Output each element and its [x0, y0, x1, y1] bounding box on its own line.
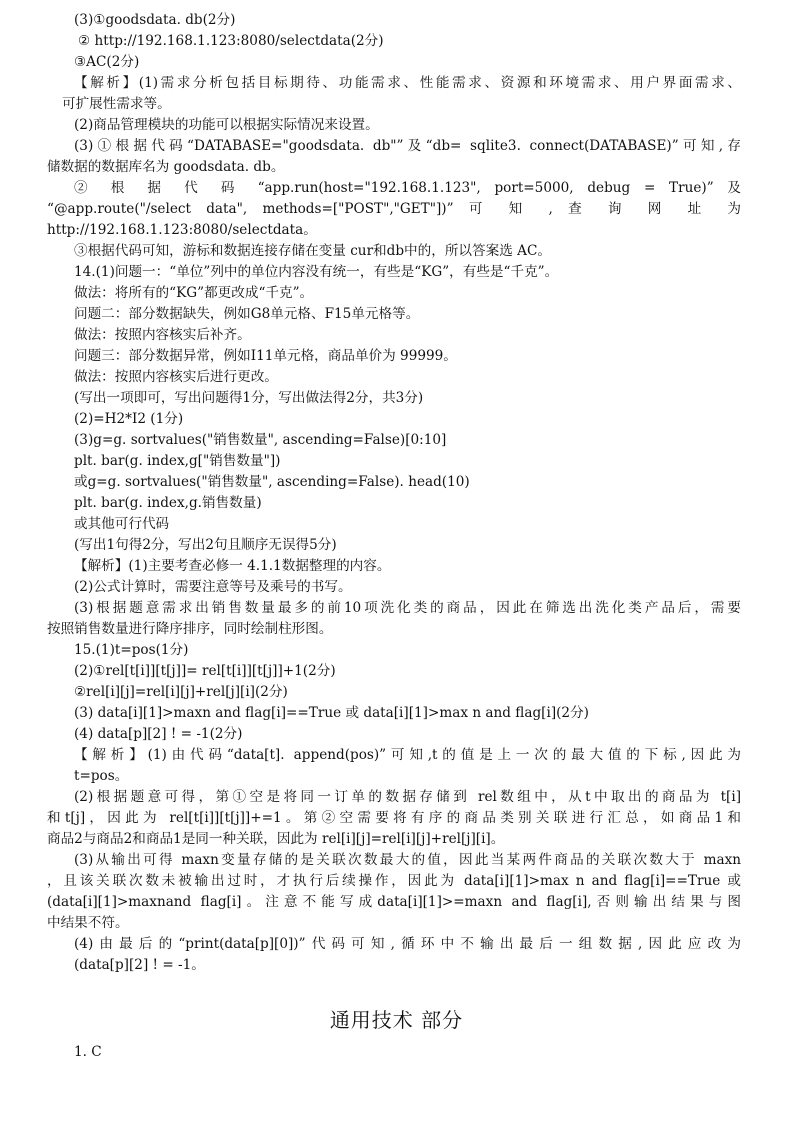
text-line	[74, 367, 793, 388]
text-line-content: (3)根据题意需求出销售数量最多的前10项洗化类的商品，因此在筛选出洗化类产品后，需要	[74, 600, 741, 616]
text-line	[74, 850, 741, 871]
text-line	[78, 31, 793, 52]
text-line-content: (data[i][1]>maxnand flag[i]。注意不能写成data[i][1]>=maxn and flag[i],否则输出结果与图	[47, 894, 741, 910]
text-line	[74, 52, 793, 73]
text-line	[74, 304, 793, 325]
text-line	[47, 808, 741, 829]
text-line	[74, 514, 793, 535]
text-line	[74, 682, 793, 703]
text-line-content: 可扩展性需求等。	[62, 96, 171, 112]
text-line	[47, 913, 793, 934]
text-line-content: 或g=g. sortvalues("销售数量", ascending=False). head(10)	[74, 474, 470, 490]
text-line-content: 做法：按照内容核实后补齐。	[74, 327, 251, 343]
text-line	[47, 871, 741, 892]
text-line-content: ，且该关联次数未被输出过时，才执行后续操作，因此为 data[i][1]>max n and flag[i]==True 或	[47, 873, 741, 889]
text-line-content: 14.(1)问题一：“单位”列中的单位内容没有统一，有些是“KG”，有些是“千克”。	[74, 264, 559, 280]
text-line	[74, 661, 793, 682]
text-line-content: ② 根 据 代 码 “app.run(host="192.168.1.123", port=5000, debug = True)” 及	[74, 180, 741, 196]
text-line	[47, 829, 793, 850]
text-line-content: (4)由最后的“print(data[p][0])”代码可知,循环中不输出最后一组数据,因此应改为	[74, 936, 741, 952]
text-line-content: (4) data[p][2] ! = -1(2分)	[74, 726, 243, 742]
text-line-content: 做法：按照内容核实后进行更改。	[74, 369, 278, 385]
text-line-content: (2)公式计算时，需要注意等号及乘号的书写。	[74, 579, 352, 595]
text-line-content: 做法：将所有的“KG”都更改成“千克”。	[74, 285, 314, 301]
text-line	[62, 94, 793, 115]
text-line-content: 或其他可行代码	[74, 516, 170, 532]
text-line-content: (写出一项即可，写出问题得1分，写出做法得2分，共3分)	[74, 390, 424, 406]
text-line	[74, 1042, 793, 1063]
text-line-content: (3)从输出可得 maxn变量存储的是关联次数最大的值，因此当某两件商品的关联次数大于 maxn	[74, 852, 741, 868]
text-line-content: 储数据的数据库名为 goodsdata. db。	[47, 159, 285, 175]
text-line-content: http://192.168.1.123:8080/selectdata。	[47, 222, 317, 238]
text-line-content: (2)=H2*I2 (1分)	[74, 411, 184, 427]
text-line	[74, 472, 793, 493]
text-line-content: 15.(1)t=pos(1分)	[74, 642, 189, 658]
text-line-content: 1. C	[74, 1044, 102, 1060]
text-line-content: (3)①根据代码“DATABASE="goodsdata. db"”及“db= sqlite3. connect(DATABASE)”可知,存	[74, 138, 741, 154]
text-line-content: (2)①rel[t[i]][t[j]]= rel[t[i]][t[j]]+1(2分)	[74, 663, 336, 679]
text-line	[74, 451, 793, 472]
text-line	[74, 703, 793, 724]
text-line	[74, 262, 793, 283]
text-line-content: t=pos。	[74, 768, 129, 784]
text-line-content: (2)根据题意可得，第①空是将同一订单的数据存储到 rel数组中，从t中取出的商品为 t[i]	[74, 789, 741, 805]
text-line	[74, 241, 793, 262]
text-line-content: ② http://192.168.1.123:8080/selectdata(2分)	[78, 33, 384, 49]
text-line	[74, 409, 793, 430]
text-line	[74, 577, 793, 598]
text-line	[74, 73, 741, 94]
text-line	[74, 955, 793, 976]
text-line	[74, 556, 793, 577]
text-line-content: 和t[j]，因此为 rel[t[i]][t[j]]+=1。第②空需要将有序的商品类别关联进行汇总，如商品1和	[47, 810, 741, 826]
text-line-content: 问题三：部分数据异常，例如I11单元格，商品单价为 99999。	[74, 348, 457, 364]
text-line	[47, 199, 741, 220]
text-line-content: 【解析】(1)主要考查必修一 4.1.1数据整理的内容。	[74, 558, 391, 574]
text-line	[74, 115, 793, 136]
text-line	[74, 178, 741, 199]
text-line-content: 中结果不符。	[47, 915, 129, 931]
text-line-content: ③根据代码可知，游标和数据连接存储在变量 cur和db中的，所以答案选 AC。	[74, 243, 551, 259]
text-line	[74, 787, 741, 808]
text-line	[47, 157, 793, 178]
text-line	[74, 745, 741, 766]
text-line-content: 按照销售数量进行降序排序，同时绘制柱形图。	[47, 621, 333, 637]
text-line-content: ③AC(2分)	[74, 54, 140, 70]
text-line-content: “@app.route("/select data", methods=["POST","GET"])” 可 知 , 查 询 网 址 为	[47, 201, 741, 217]
text-line	[74, 388, 793, 409]
text-line	[74, 640, 793, 661]
text-line	[47, 619, 793, 640]
text-line-content: (3)①goodsdata. db(2分)	[74, 12, 236, 28]
text-line	[74, 430, 793, 451]
text-line	[47, 220, 793, 241]
text-line-content: plt. bar(g. index,g["销售数量"])	[74, 453, 281, 469]
text-line-content: 【解析】(1)需求分析包括目标期待、功能需求、性能需求、资源和环境需求、用户界面需求、	[74, 75, 741, 91]
text-line	[47, 892, 741, 913]
text-line-content: (2)商品管理模块的功能可以根据实际情况来设置。	[74, 117, 379, 133]
text-line	[74, 934, 741, 955]
text-line-content: 问题二：部分数据缺失，例如G8单元格、F15单元格等。	[74, 306, 420, 322]
text-line	[74, 136, 741, 157]
text-line	[74, 535, 793, 556]
text-line-content: (3)g=g. sortvalues("销售数量", ascending=False)[0:10]	[74, 432, 447, 448]
text-line-content: 【解析】(1)由代码“data[t]. append(pos)”可知,t的值是上一次的最大值的下标,因此为	[74, 747, 741, 763]
section-title: 通用技术 部分	[329, 1008, 464, 1032]
text-line-content: ②rel[i][j]=rel[i][j]+rel[j][i](2分)	[74, 684, 288, 700]
text-line-content: 商品2与商品2和商品1是同一种关联，因此为 rel[i][j]=rel[i][j]+rel[j][i]。	[47, 831, 505, 847]
text-line-content: (3) data[i][1]>maxn and flag[i]==True 或 data[i][1]>max n and flag[i](2分)	[74, 705, 589, 721]
text-line	[74, 598, 741, 619]
text-line	[74, 283, 793, 304]
text-line-content: plt. bar(g. index,g.销售数量)	[74, 495, 262, 511]
text-line-content: (data[p][2] ! = -1。	[74, 957, 205, 973]
text-line-content: (写出1句得2分，写出2句且顺序无误得5分)	[74, 537, 337, 553]
text-line	[74, 346, 793, 367]
text-line	[74, 325, 793, 346]
text-line	[74, 766, 793, 787]
text-line	[74, 493, 793, 514]
text-line	[74, 10, 793, 31]
text-line	[74, 724, 793, 745]
